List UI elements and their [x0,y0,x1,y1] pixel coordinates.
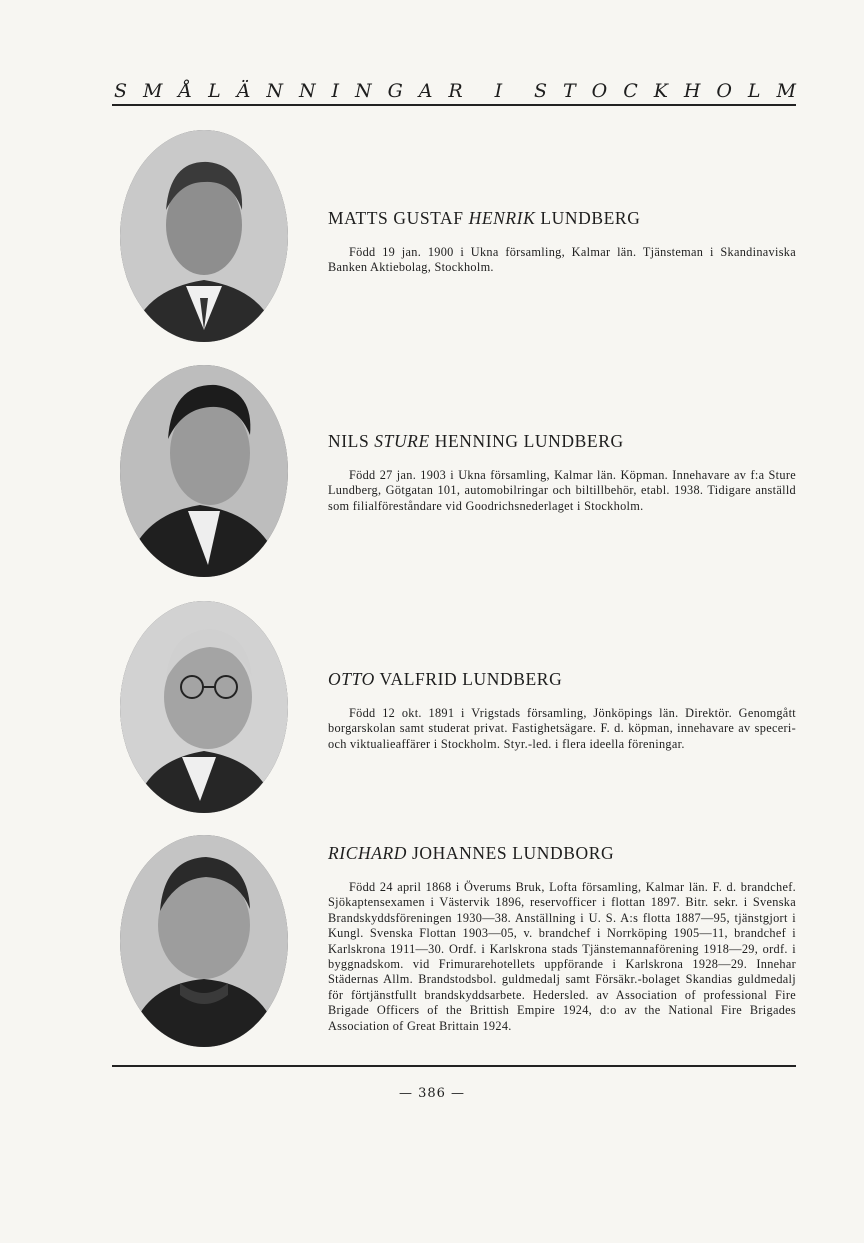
portrait-photo [120,130,288,342]
portrait-illustration [120,835,288,1047]
running-head-letter: K [653,80,668,102]
name-plain: LUNDBERG [535,208,641,228]
running-head-letter: O [591,80,608,102]
portrait-photo [120,835,288,1047]
footer-rule [112,1065,796,1067]
running-head-letter: L [747,80,761,102]
portrait-photo [120,601,288,813]
person-name [328,669,796,690]
name-plain: HENNING LUNDBERG [429,431,624,451]
portrait-photo [120,365,288,577]
name-plain: VALFRID LUNDBERG [374,669,563,689]
running-head-letter: M [776,80,796,102]
biography-text: Född 19 jan. 1900 i Ukna församling, Kalmar län. Tjänsteman i Skandinaviska Banken Aktiebolag, Stockholm. [328,245,796,275]
running-head-letter: G [387,80,403,102]
name-plain: MATTS GUSTAF [328,208,469,228]
running-head-letter: Ä [236,80,251,102]
running-head-letter: N [266,80,283,102]
page-number: — 386 — [398,1086,466,1101]
biography-text: Född 27 jan. 1903 i Ukna församling, Kalmar län. Köpman. Innehavare av f:a Sture Lundberg, Götgatan 101, automobilringar och biltillbehör, etabl. 1938. Tidigare anställd som filialföreståndare vid Goodrichsnederlaget i Stockholm. [328,468,796,513]
running-head-letter: N [298,80,316,102]
name-plain: NILS [328,431,375,451]
running-head-letter: L [208,80,221,102]
person-name [328,431,796,452]
biography-text: Född 12 okt. 1891 i Vrigstads församling, Jönköpings län. Direktör. Genomgått borgarskolan samt studerat privat. Fastighetsägare. F. d. köpman, innehavare av speceri- och viktualieaffärer i Stockholm. Styr.-led. i flera ideella föreningar. [328,706,796,751]
running-head-letter: M [142,80,163,102]
header-rule [112,104,796,106]
name-plain: JOHANNES LUNDBORG [407,843,615,863]
person-name [328,843,796,864]
running-head-letter: A [418,80,433,102]
running-head-letter: S [114,80,128,102]
running-head-letter: C [623,80,638,102]
running-head-letter: N [354,80,372,102]
running-head-letter: R [448,80,463,102]
biography-text: Född 24 april 1868 i Överums Bruk, Lofta församling, Kalmar län. F. d. brandchef. Sjökaptensexamen i Västervik 1896, reservofficer i flottan 1897. Bitr. sekr. i Svenska Brandskyddsföreningen 1930—38. Anställning i U. S. A:s flotta 1887—95, tjänstgjort i Kungl. Svenska Flottan 1903—05, v. brandchef i Norrköping 1905—11, brandchef i Karlskrona 1911—30. Ordf. i Karlskrona stads Tjänstemannaförening 1918—29, ordf. i byggnadskom. vid Frimurarehotellets uppförande i Karlskrona 1928—29. Innehar Städernas Allm. Brandstodsbol. guldmedalj samt Försäkr.-bolaget Skandias guldmedalj för förtjänstfullt brandskyddsarbete. Hedersled. av Association of professional Fire Brigade Officers of the Brittish Empire 1924, d:o av the National Fire Brigades Association of Great Brittain 1924. [328,880,796,1033]
running-head-letter: O [716,80,732,102]
person-name [328,208,796,229]
running-head-letter: I [331,80,340,102]
running-head-letter: Å [178,80,193,102]
portrait-illustration [120,365,288,577]
running-head [114,80,796,102]
portrait-illustration [120,130,288,342]
name-call-name: OTTO [328,669,375,689]
name-call-name: STURE [374,431,430,451]
running-head-letter: S [534,80,548,102]
running-head-letter: T [563,80,576,102]
name-call-name: RICHARD [328,843,408,863]
name-call-name: HENRIK [468,208,536,228]
running-head-letter: I [494,80,503,102]
running-head-letter: H [683,80,701,102]
portrait-illustration [120,601,288,813]
